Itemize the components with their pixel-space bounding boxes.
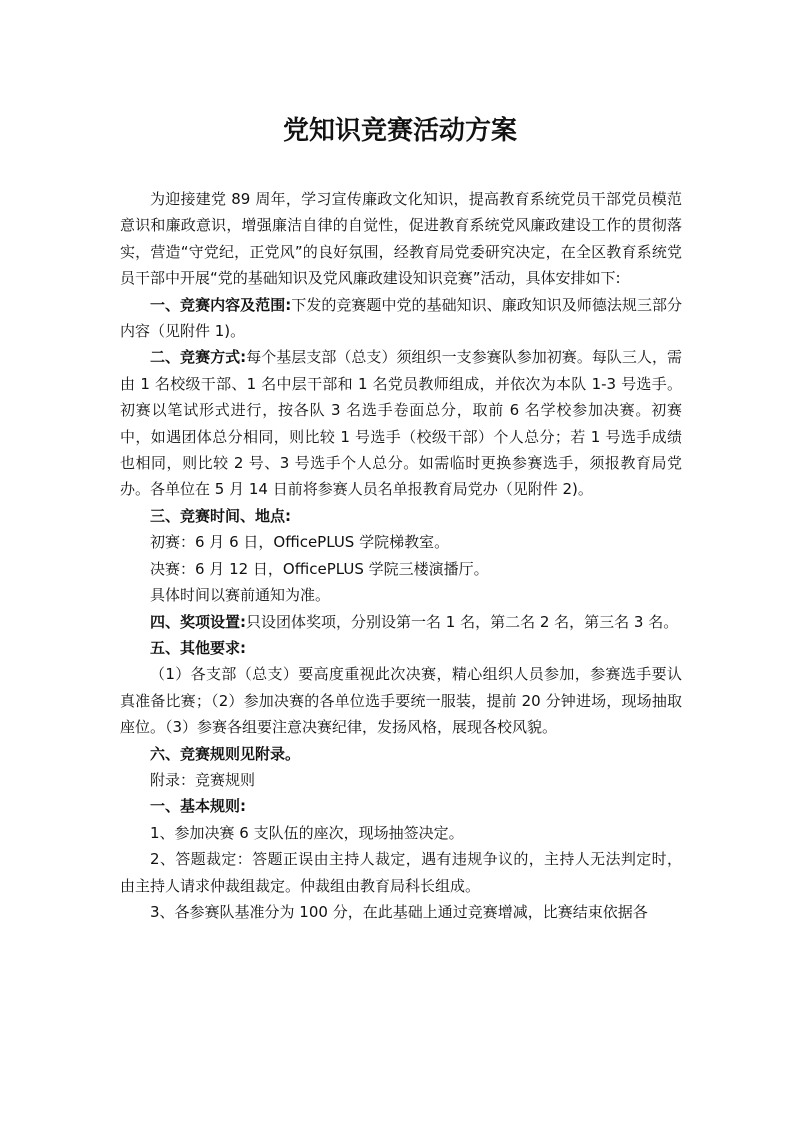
rule-3: 3、各参赛队基准分为 100 分，在此基础上通过竞赛增减，比赛结束依据各 [150, 902, 648, 921]
section-1-text: 下发的竞赛题中党的基础知识、廉政知识及师德法规三部分内容（见附件 1)。 [120, 295, 682, 341]
section-5-text: （1）各支部（总支）要高度重视此次决赛，精心组织人员参加，参赛选手要认真准备比赛；（2）参加决赛的各单位选手要统一服装，提前 20 分钟进场，现场抽取座位。（3）参赛各组要注意决赛纪律，发扬风格，展现各校风貌。 [120, 665, 682, 737]
section-2 [120, 344, 682, 502]
section-6-heading: 六、竞赛规则见附录。 [150, 744, 301, 763]
section-3-line-1: 初赛：6 月 6 日，OfficePLUS 学院梯教室。 [150, 533, 450, 552]
section-3-heading: 三、竞赛时间、地点: [150, 506, 291, 525]
rule-1: 1、参加决赛 6 支队伍的座次，现场抽签决定。 [150, 823, 464, 842]
rule-2: 2、答题裁定：答题正误由主持人裁定，遇有违规争议的，主持人无法判定时，由主持人请求仲裁组裁定。仲裁组由教育局科长组成。 [120, 850, 682, 895]
section-1-heading: 一、竞赛内容及范围: [150, 295, 292, 314]
section-5-heading: 五、其他要求: [150, 638, 246, 657]
section-3-line-3: 具体时间以赛前通知为准。 [150, 586, 331, 605]
section-4-heading: 四、奖项设置: [150, 612, 246, 631]
document-title: 党知识竞赛活动方案 [282, 116, 517, 146]
section-3-line-2: 决赛：6 月 12 日，OfficePLUS 学院三楼演播厅。 [150, 559, 489, 578]
section-2-text: 每个基层支部（总支）须组织一支参赛队参加初赛。每队三人，需由 1 名校级干部、1 名中层干部和 1 名党员教师组成，并依次为本队 1-3 号选手。初赛以笔试形式进行，按各队 3 名选手卷面总分，取前 6 名学校参加决赛。初赛中，如遇团体总分相同，则比较 1 号选手（校级干部）个人总分；若 1 号选手成绩也相同，则比较 2 号、3 号选手个人总分。如需临时更换参赛选手，须报教育局党办。各单位在 5 月 14 日前将参赛人员名单报教育局党办（见附件 2)。 [120, 348, 682, 499]
rules-heading: 一、基本规则: [150, 797, 246, 816]
intro-paragraph: 为迎接建党 89 周年，学习宣传廉政文化知识，提高教育系统党员干部党员模范意识和廉政意识，增强廉洁自律的自觉性，促进教育系统党风廉政建设工作的贯彻落实，营造“守党纪，正党风”的良好氛围，经教育局党委研究决定，在全区教育系统党员干部中开展“党的基础知识及党风廉政建设知识竞赛”活动，具体安排如下: [120, 190, 682, 288]
section-2-heading: 二、竞赛方式: [150, 348, 247, 367]
section-1 [120, 292, 682, 345]
appendix-label: 附录：竞赛规则 [150, 770, 256, 789]
section-4 [120, 609, 682, 635]
document-body [120, 186, 682, 925]
section-4-text: 只设团体奖项，分别设第一名 1 名，第二名 2 名，第三名 3 名。 [246, 612, 679, 631]
